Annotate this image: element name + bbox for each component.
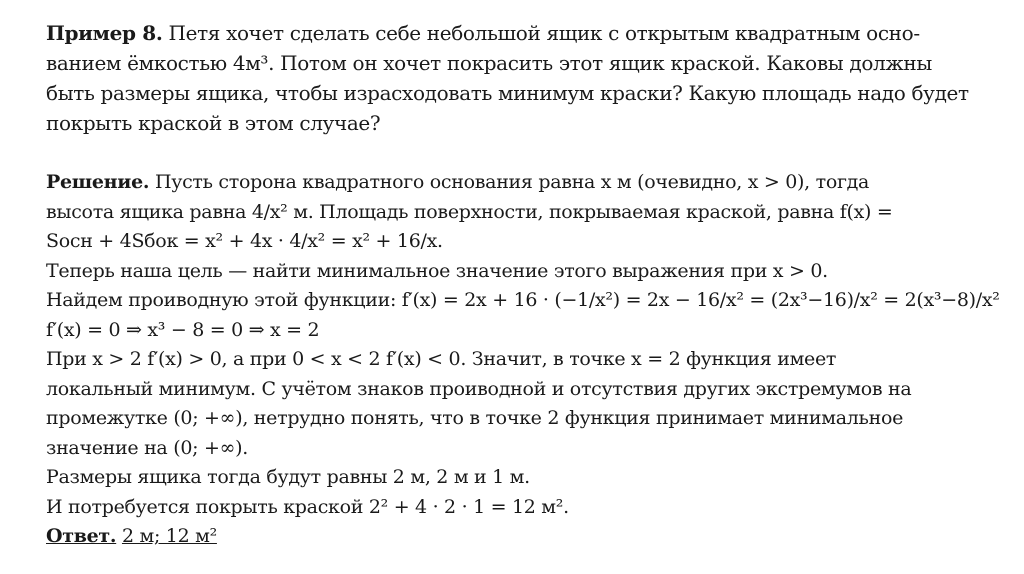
solution-text: локальный минимум. С учётом знаков проиводной и отсутствия других экстремумов на [46,377,912,400]
solution-text: Теперь наша цель — найти минимальное значение этого выражения при x > 0. [46,259,828,282]
solution-line-5 [46,286,1000,316]
example-line-2 [46,48,986,78]
example-text: быть размеры ящика, чтобы израсходовать минимум краски? Какую площадь надо будет [46,81,969,105]
example-text: ванием ёмкостью 4м³. Потом он хочет покрасить этот ящик краской. Каковы должны [46,51,932,75]
solution-section [46,168,1000,552]
solution-line-3 [46,227,986,257]
solution-text: Пусть сторона квадратного основания равна x м (очевидно, x > 0), тогда [154,171,870,193]
solution-text: Найдем проиводную этой функции: f′(x) = 2x + 16 · (−1/x²) = 2x − 16/x² = (2x³−16)/x² = 2(x³−8)/x² [46,289,1000,311]
example-text: покрыть краской в этом случае? [46,111,381,135]
solution-text: промежутке (0; +∞), нетрудно понять, что в точке 2 функция принимает минимальное [46,407,904,429]
solution-line-6 [46,316,986,346]
solution-text: f′(x) = 0 ⇒ x³ − 8 = 0 ⇒ x = 2 [46,318,320,341]
answer-label: Ответ. [46,525,117,547]
solution-text: И потребуется покрыть краской 2² + 4 · 2 · 1 = 12 м². [46,495,569,518]
solution-line-11 [46,463,986,493]
solution-label: Решение. [46,171,150,193]
solution-line-4 [46,257,986,287]
solution-text: Sосн + 4Sбок = x² + 4x · 4/x² = x² + 16/x. [46,230,443,252]
example-problem [46,18,986,138]
example-label: Пример 8. [46,21,163,45]
solution-line-2 [46,198,986,228]
solution-line-12 [46,493,986,523]
example-line-1 [46,18,986,48]
example-text: Петя хочет сделать себе небольшой ящик с открытым квадратным осно- [168,21,920,45]
answer-line [46,522,986,552]
solution-line-10 [46,434,986,464]
solution-text: значение на (0; +∞). [46,436,248,459]
solution-text: При x > 2 f′(x) > 0, а при 0 < x < 2 f′(x) < 0. Значит, в точке x = 2 функция имеет [46,348,837,370]
solution-line-9 [46,404,986,434]
solution-line-1 [46,168,986,198]
example-line-3 [46,78,986,108]
solution-line-7 [46,345,986,375]
solution-text: Размеры ящика тогда будут равны 2 м, 2 м и 1 м. [46,466,530,488]
solution-text: высота ящика равна 4/x² м. Площадь поверхности, покрываемая краской, равна f(x) = [46,200,893,223]
example-line-4 [46,108,986,138]
answer-text: 2 м; 12 м² [121,525,217,547]
solution-line-8 [46,375,986,405]
